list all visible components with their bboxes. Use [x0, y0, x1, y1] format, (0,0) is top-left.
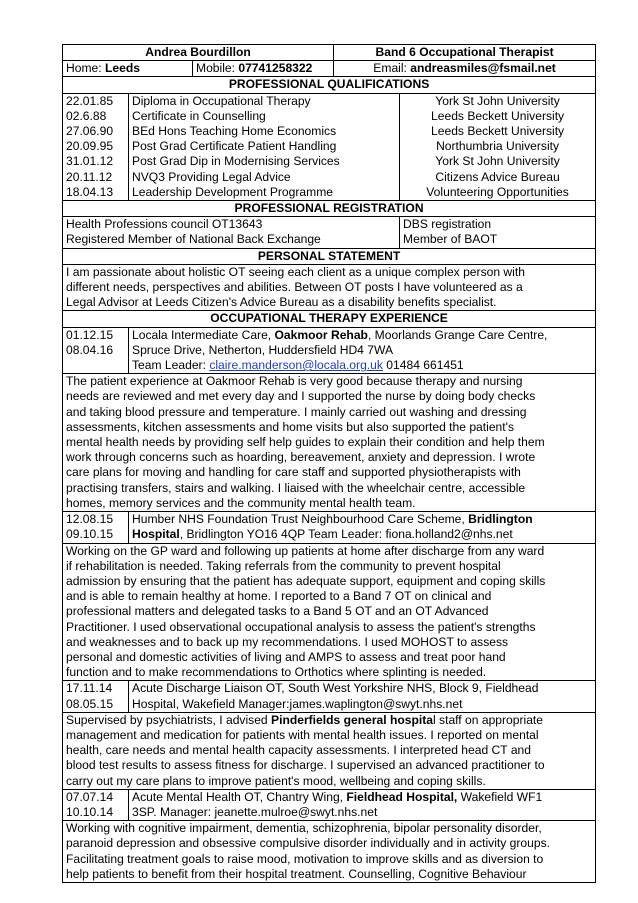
job-description-line: Working on the GP ward and following up patients at home after discharge from any ward [66, 543, 545, 558]
job-employer-bold: Oakmoor Rehab [274, 327, 368, 342]
statement-header-row [63, 248, 596, 264]
job-employer [132, 790, 592, 805]
job-row [63, 327, 596, 374]
job-description-line: blood test results to assess fitness for discharge. I supervised an advanced practitioner to [66, 758, 545, 773]
mobile-cell [193, 61, 334, 77]
job-description [63, 374, 596, 512]
job-description-line: health, care needs and mental health capacity assessments. I interpreted head CT and [66, 743, 531, 758]
job-row [63, 789, 596, 820]
registration-item: Registered Member of National Back Exchange [66, 232, 321, 247]
job-description-line: homes, memory services and the community mental health team. [66, 495, 416, 510]
home-cell [63, 61, 193, 77]
job-leader [132, 358, 592, 373]
qualification-name: Post Grad Dip in Modernising Services [132, 154, 340, 169]
job-details [129, 327, 596, 374]
job-description-line: and is able to remain healthy at home. I reported to a Band 7 OT on clinical and [66, 589, 492, 604]
email-value: andreasmiles@fsmail.net [410, 61, 556, 76]
qualification-date: 02.6.88 [66, 108, 107, 123]
qualification-institution: Volunteering Opportunities [426, 184, 569, 199]
qualifications-title: PROFESSIONAL QUALIFICATIONS [63, 77, 596, 93]
experience-header-row [63, 311, 596, 327]
job-employer-bold: Fieldhead Hospital, [346, 789, 458, 804]
job-description-row [63, 543, 596, 681]
qualification-date: 27.06.90 [66, 124, 114, 139]
job-date-to: 08.04.16 [66, 342, 114, 357]
job-description-text: l staff on appropriate [432, 712, 544, 727]
job-description [63, 543, 596, 681]
home-value: Leeds [104, 61, 140, 76]
leader-email-link[interactable]: claire.manderson@locala.org.uk [209, 358, 383, 373]
qualification-institution: York St John University [435, 93, 560, 108]
job-description-bold: Pinderfields general hospita [271, 712, 433, 727]
qualification-name: Post Grad Certificate Patient Handling [132, 139, 337, 154]
job-description-line: and weaknesses and to back up my recommendations. I used MOHOST to assess [66, 634, 509, 649]
registration-right [400, 217, 596, 248]
job-description-line: Working with cognitive impairment, dementia, schizophrenia, bipolar personality disorder, [66, 821, 542, 836]
job-dates [63, 789, 129, 820]
job-description-line: mental health needs by providing self help guides to explain their condition and help them [66, 435, 545, 450]
job-row [63, 681, 596, 712]
job-description-line: management and medication for patients with mental health issues. I reported on mental [66, 727, 539, 742]
statement-line: I am passionate about holistic OT seeing each client as a unique complex person with [66, 264, 525, 279]
registration-item: DBS registration [403, 217, 492, 232]
job-leader-phone: 01484 661451 [382, 358, 464, 373]
registration-left [63, 217, 400, 248]
statement-line: different needs, perspectives and abilities. Between OT posts I have volunteered as a [66, 280, 523, 295]
job-description-line: help patients to benefit from their hospital treatment. Counselling, Cognitive Behaviour [66, 866, 527, 881]
email-cell [334, 61, 596, 77]
registration-title: PROFESSIONAL REGISTRATION [63, 201, 596, 217]
job-address: Hospital, Wakefield Manager:james.waplington@swyt.nhs.net [132, 696, 463, 711]
qualification-names [129, 93, 400, 200]
job-date-to: 09.10.15 [66, 527, 114, 542]
job-details [129, 681, 596, 712]
job-address: 3SP. Manager: jeanette.mulroe@swyt.nhs.net [132, 804, 378, 819]
job-description-line: work through concerns such as hoarding, bereavement, anxiety and depression. I wrote [66, 450, 536, 465]
job-description-line: admission by ensuring that the patient has adequate support, equipment and coping skills [66, 573, 546, 588]
qualification-name: BEd Hons Teaching Home Economics [132, 124, 337, 139]
job-employer-text: , Moorlands Grange Care Centre, [367, 327, 548, 342]
job-description-line: needs are reviewed and met every day and I supported the nurse by doing body checks [66, 389, 536, 404]
job-description-line: care plans for moving and handling for care staff and supported physiotherapists with [66, 465, 521, 480]
job-description-line: paranoid depression and obsessive compulsive disorder individually and in activity groups. [66, 836, 551, 851]
registration-item: Health Professions council OT13643 [66, 217, 263, 232]
qualification-institution: York St John University [435, 154, 560, 169]
job-dates [63, 512, 129, 543]
job-date-to: 10.10.14 [66, 804, 114, 819]
registration-row [63, 217, 596, 248]
qualification-institution: Northumbria University [436, 139, 560, 154]
candidate-role: Band 6 Occupational Therapist [334, 45, 596, 61]
qualification-name: Diploma in Occupational Therapy [132, 93, 311, 108]
job-description-line: carry out my care plans to improve patient's mood, wellbeing and coping skills. [66, 773, 486, 788]
job-date-to: 08.05.15 [66, 696, 114, 711]
qualification-date: 31.01.12 [66, 154, 114, 169]
job-employer-bold: Hospital [132, 527, 180, 542]
qualification-dates [63, 93, 129, 200]
job-description-line: professional matters and delegated tasks to a Band 5 OT and an OT Advanced [66, 604, 489, 619]
job-description-line: practising transfers, stairs and walking. I liaised with the wheelchair centre, accessible [66, 480, 526, 495]
qualification-institution: Leeds Beckett University [431, 108, 565, 123]
statement-row [63, 264, 596, 311]
qualification-date: 22.01.85 [66, 93, 114, 108]
job-description-line: function and to make recommendations to Orthotics where splinting is needed. [66, 665, 487, 680]
job-description-row [63, 821, 596, 883]
mobile-value: 07741258322 [238, 61, 313, 76]
job-leader-label: Team Leader: [132, 358, 210, 373]
registration-header-row [63, 201, 596, 217]
candidate-name: Andrea Bourdillon [63, 45, 334, 61]
home-label: Home: [66, 61, 105, 76]
job-employer-text: Wakefield WF1 [457, 789, 543, 804]
job-description-line [66, 713, 592, 728]
statement-title: PERSONAL STATEMENT [63, 248, 596, 264]
qualification-date: 20.09.95 [66, 139, 114, 154]
header-row-contact [63, 61, 596, 77]
job-description-text: Supervised by psychiatrists, I advised [66, 712, 272, 727]
job-description-line: Facilitating treatment goals to raise mood, motivation to improve skills and as diversion to [66, 851, 544, 866]
job-address-text: , Bridlington YO16 4QP Team Leader: fiona.holland2@nhs.net [179, 527, 513, 542]
job-address [132, 527, 592, 542]
job-date-from: 07.07.14 [66, 789, 114, 804]
registration-item: Member of BAOT [403, 232, 498, 247]
job-row [63, 512, 596, 543]
job-date-from: 12.08.15 [66, 512, 114, 527]
job-description-row [63, 374, 596, 512]
statement-line: Legal Advisor at Leeds Citizen's Advice Bureau as a disability benefits specialist. [66, 295, 497, 310]
email-label: Email: [373, 61, 411, 76]
qualification-name: Certificate in Counselling [132, 108, 266, 123]
job-description-line: Practitioner. I used observational occupational analysis to assess the patient's strengths [66, 619, 536, 634]
job-description [63, 712, 596, 789]
qualifications-row [63, 93, 596, 200]
job-dates [63, 327, 129, 374]
job-address: Spruce Drive, Netherton, Huddersfield HD4 7WA [132, 342, 394, 357]
qualification-date: 18.04.13 [66, 184, 114, 199]
header-row-name [63, 45, 596, 61]
job-employer [132, 328, 592, 343]
job-employer-text: Acute Mental Health OT, Chantry Wing, [132, 789, 347, 804]
cv-table [62, 44, 596, 883]
job-date-from: 01.12.15 [66, 327, 114, 342]
job-employer-text: Locala Intermediate Care, [132, 327, 275, 342]
job-employer-bold: Bridlington [468, 512, 533, 527]
experience-title: OCCUPATIONAL THERAPY EXPERIENCE [63, 311, 596, 327]
qualification-name: NVQ3 Providing Legal Advice [132, 169, 291, 184]
job-dates [63, 681, 129, 712]
qualifications-header-row [63, 77, 596, 93]
job-description-line: if rehabilitation is needed. Taking referrals from the community to prevent hospital [66, 558, 501, 573]
qualification-institution: Citizens Advice Bureau [435, 169, 560, 184]
qualification-name: Leadership Development Programme [132, 184, 333, 199]
qualification-date: 20.11.12 [66, 169, 113, 184]
job-description-row [63, 712, 596, 789]
job-description-line: personal and domestic activities of living and AMPS to assess and treat poor hand [66, 649, 506, 664]
job-date-from: 17.11.14 [66, 681, 113, 696]
job-details [129, 789, 596, 820]
statement-text [63, 264, 596, 311]
job-description [63, 821, 596, 883]
job-description-line: and taking blood pressure and temperature. I mainly carried out washing and dressing [66, 404, 527, 419]
qualification-institution: Leeds Beckett University [431, 124, 565, 139]
job-description-line: The patient experience at Oakmoor Rehab is very good because therapy and nursing [66, 374, 523, 389]
job-employer [132, 512, 592, 527]
qualification-institutions [400, 93, 596, 200]
job-details [129, 512, 596, 543]
job-employer-text: Humber NHS Foundation Trust Neighbourhood Care Scheme, [132, 512, 469, 527]
job-employer: Acute Discharge Liaison OT, South West Yorkshire NHS, Block 9, Fieldhead [132, 681, 539, 696]
mobile-label: Mobile: [196, 61, 239, 76]
job-description-line: assessments, kitchen assessments and home visits but also supported the patient's [66, 419, 514, 434]
